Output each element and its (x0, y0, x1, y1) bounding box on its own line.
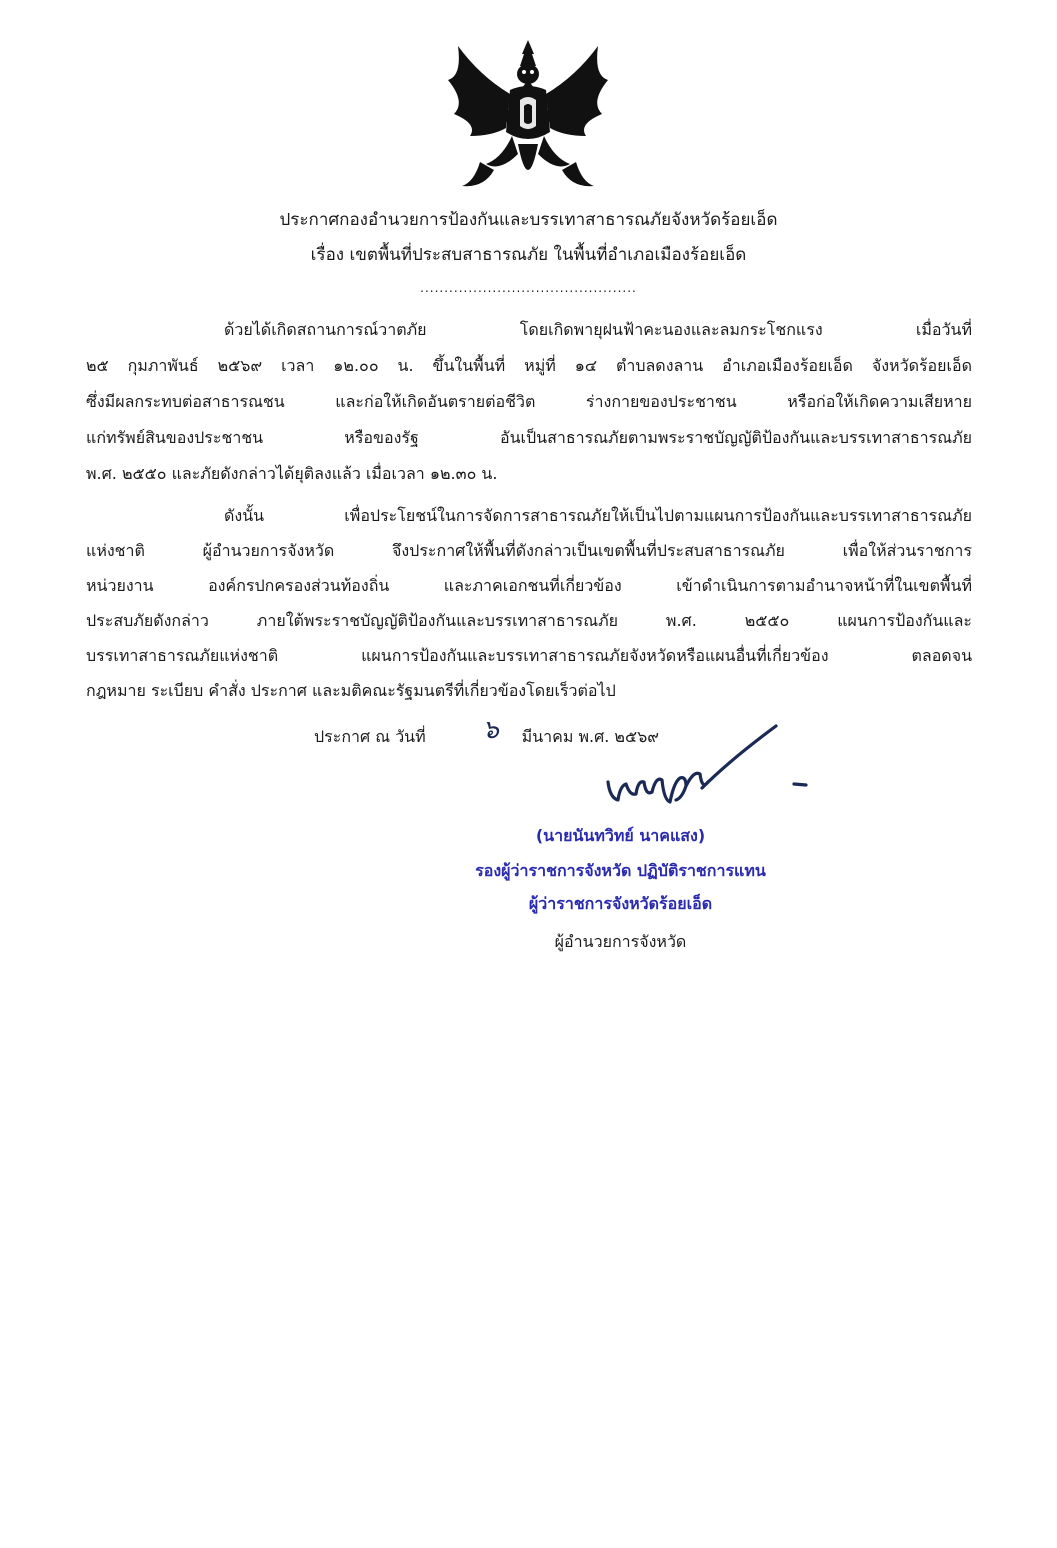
paragraph-2-line-5: บรรเทาสาธารณภัยแห่งชาติ แผนการป้องกันและบรรเทาสาธารณภัยจังหวัดหรือแผนอื่นที่เกี่ยวข้อง ตลอดจน (86, 646, 972, 665)
date-prefix: ประกาศ ณ วันที่ (314, 727, 426, 746)
separator-dots: ............................................. (420, 281, 637, 295)
signatory-position-1: รองผู้ว่าราชการจังหวัด ปฏิบัติราชการแทน (475, 861, 766, 880)
announcement-title: ประกาศกองอำนวยการป้องกันและบรรเทาสาธารณภัยจังหวัดร้อยเอ็ด (279, 210, 778, 230)
signatory-position-2: ผู้ว่าราชการจังหวัดร้อยเอ็ด (528, 894, 713, 913)
paragraph-2-line-2: แห่งชาติ ผู้อำนวยการจังหวัด จึงประกาศให้พื้นที่ดังกล่าวเป็นเขตพื้นที่ประสบสาธารณภัย เพื่อให้ส่วนราชการ (86, 541, 972, 560)
garuda-emblem-icon (440, 36, 616, 198)
paragraph-1-line-5: พ.ศ. ๒๕๕๐ และภัยดังกล่าวได้ยุติลงแล้ว เมื่อเวลา ๑๒.๓๐ น. (86, 464, 498, 483)
signatory-name: (นายนันทวิทย์ นาคแสง) (535, 826, 706, 845)
handwritten-signature-icon (590, 720, 820, 820)
paragraph-2-line-4: ประสบภัยดังกล่าว ภายใต้พระราชบัญญัติป้องกันและบรรเทาสาธารณภัย พ.ศ. ๒๕๕๐ แผนการป้องกันและ (86, 611, 972, 630)
paragraph-1-line-4: แก่ทรัพย์สินของประชาชน หรือของรัฐ อันเป็นสาธารณภัยตามพระราชบัญญัติป้องกันและบรรเทาสาธารณภัย (86, 428, 972, 447)
paragraph-2-line-6: กฎหมาย ระเบียบ คำสั่ง ประกาศ และมติคณะรัฐมนตรีที่เกี่ยวข้องโดยเร็วต่อไป (86, 681, 616, 700)
date-day-handwritten: ๖ (482, 715, 499, 745)
signatory-role: ผู้อำนวยการจังหวัด (554, 932, 687, 951)
paragraph-2-line-1: ดังนั้น เพื่อประโยชน์ในการจัดการสาธารณภัยให้เป็นไปตามแผนการป้องกันและบรรเทาสาธารณภัย (224, 506, 972, 525)
paragraph-1-line-2: ๒๕ กุมภาพันธ์ ๒๕๖๙ เวลา ๑๒.๐๐ น. ขึ้นในพื้นที่ หมู่ที่ ๑๔ ตำบลดงลาน อำเภอเมืองร้อยเอ็ด จังหวัดร้อยเอ็ด (86, 356, 972, 375)
paragraph-1-line-1: ด้วยได้เกิดสถานการณ์วาตภัย โดยเกิดพายุฝนฟ้าคะนองและลมกระโชกแรง เมื่อวันที่ (224, 320, 972, 339)
announcement-subject: เรื่อง เขตพื้นที่ประสบสาธารณภัย ในพื้นที่อำเภอเมืองร้อยเอ็ด (310, 245, 747, 265)
paragraph-2-line-3: หน่วยงาน องค์กรปกครองส่วนท้องถิ่น และภาคเอกชนที่เกี่ยวข้อง เข้าดำเนินการตามอำนาจหน้าที่ในเขตพื้นที่ (86, 576, 972, 595)
date-month-year: มีนาคม พ.ศ. ๒๕๖๙ (521, 727, 659, 746)
paragraph-1-line-3: ซึ่งมีผลกระทบต่อสาธารณชน และก่อให้เกิดอันตรายต่อชีวิต ร่างกายของประชาชน หรือก่อให้เกิดความเสียหาย (86, 392, 972, 411)
